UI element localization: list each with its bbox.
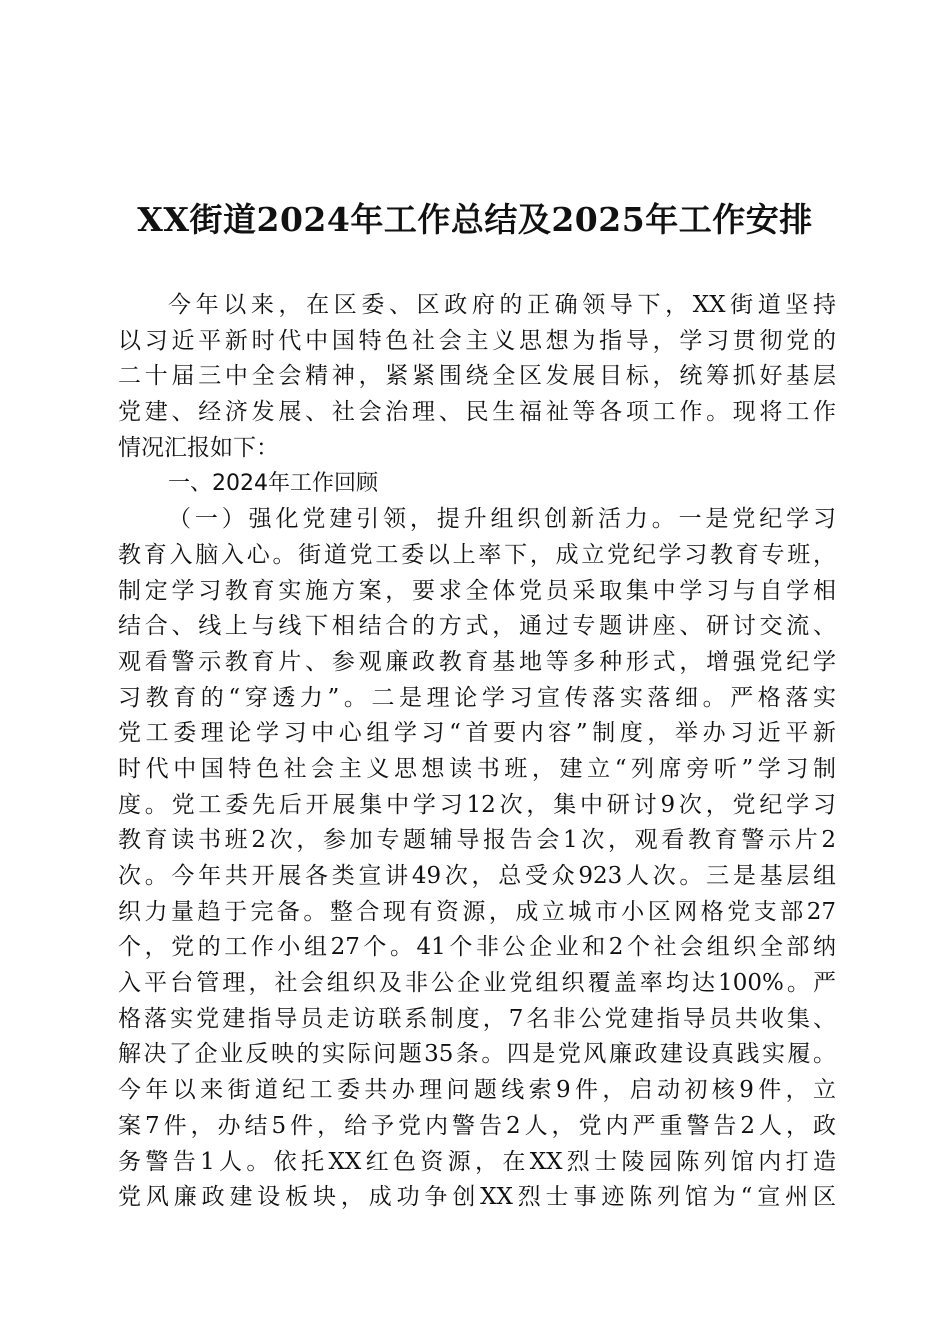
paragraph-line: 党建、经济发展、社会治理、民生福祉等各项工作。现将工作 bbox=[118, 399, 836, 426]
paragraph-line: 个，党的工作小组27个。41个非公企业和2个社会组织全部纳 bbox=[118, 934, 836, 961]
paragraph-line: 以习近平新时代中国特色社会主义思想为指导，学习贯彻党的 bbox=[118, 327, 836, 354]
paragraph-line: 教育读书班2次，参加专题辅导报告会1次，观看教育警示片2 bbox=[118, 827, 836, 854]
paragraph-line: 时代中国特色社会主义思想读书班，建立“列席旁听”学习制 bbox=[118, 755, 836, 782]
paragraph-line: 情况汇报如下： bbox=[118, 434, 279, 461]
paragraph-line: 织力量趋于完备。整合现有资源，成立城市小区网格党支部27 bbox=[118, 898, 836, 925]
paragraph-line: 务警告1人。依托XX红色资源，在XX烈士陵园陈列馆内打造 bbox=[118, 1148, 836, 1175]
paragraph-line: 今年以来，在区委、区政府的正确领导下，XX街道坚持 bbox=[168, 292, 836, 318]
paragraph-line: 党风廉政建设板块，成功争创XX烈士事迹陈列馆为“宣州区 bbox=[118, 1184, 836, 1211]
paragraph-line: 观看警示教育片、参观廉政教育基地等多种形式，增强党纪学 bbox=[118, 648, 836, 675]
paragraph-line: 党工委理论学习中心组学习“首要内容”制度，举办习近平新 bbox=[118, 720, 836, 747]
paragraph-line: 次。今年共开展各类宣讲49次，总受众923人次。三是基层组 bbox=[118, 863, 836, 889]
paragraph-line: 今年以来街道纪工委共办理问题线索9件，启动初核9件，立 bbox=[118, 1077, 836, 1104]
paragraph-line: 度。党工委先后开展集中学习12次，集中研讨9次，党纪学习 bbox=[118, 791, 836, 818]
paragraph-line: 教育入脑入心。街道党工委以上率下，成立党纪学习教育专班， bbox=[118, 541, 836, 568]
paragraph-line: 习教育的“穿透力”。二是理论学习宣传落实落细。严格落实 bbox=[118, 684, 836, 711]
paragraph-line: 入平台管理，社会组织及非公企业党组织覆盖率均达100%。严 bbox=[118, 970, 836, 997]
paragraph-line: 解决了企业反映的实际问题35条。四是党风廉政建设真践实履。 bbox=[118, 1041, 836, 1068]
paragraph-line: 格落实党建指导员走访联系制度，7名非公党建指导员共收集、 bbox=[118, 1005, 836, 1032]
paragraph-line: （一）强化党建引领，提升组织创新活力。一是党纪学习 bbox=[168, 506, 836, 533]
paragraph-line: 案7件，办结5件，给予党内警告2人，党内严重警告2人，政 bbox=[118, 1112, 836, 1139]
section-heading: 一、2024年工作回顾 bbox=[168, 471, 378, 497]
document-body bbox=[118, 288, 836, 1216]
paragraph-line: 结合、线上与线下相结合的方式，通过专题讲座、研讨交流、 bbox=[118, 613, 836, 640]
paragraph-line: 二十届三中全会精神，紧紧围绕全区发展目标，统筹抓好基层 bbox=[118, 363, 836, 390]
paragraph-line: 制定学习教育实施方案，要求全体党员采取集中学习与自学相 bbox=[118, 577, 836, 604]
document-title: XX街道2024年工作总结及2025年工作安排 bbox=[137, 200, 813, 239]
